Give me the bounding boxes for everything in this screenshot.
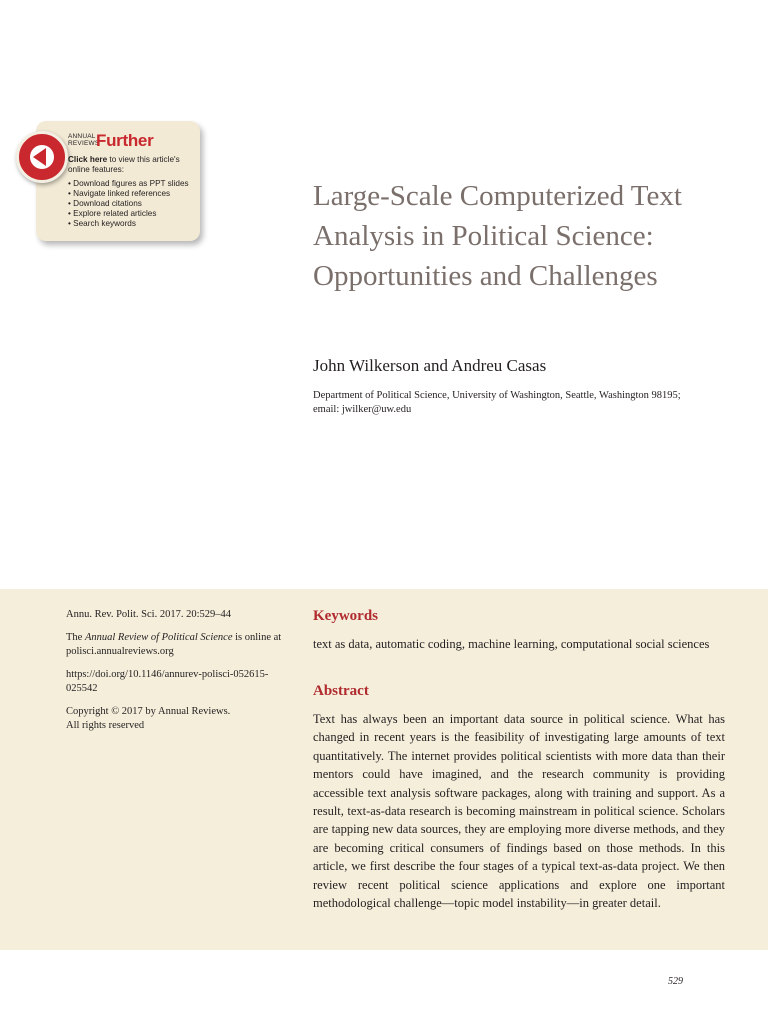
online-availability (66, 631, 284, 659)
feature-download-citations[interactable]: • Download citations (68, 199, 189, 209)
publication-info-sidebar (66, 608, 284, 742)
journal-name: Annual Review of Political Science (84, 632, 233, 643)
annual-reviews-logo (68, 133, 99, 147)
click-here-rest: to view this article's online features: (68, 155, 180, 174)
doi-link[interactable]: https://doi.org/10.1146/annurev-polisci-052615-025542 (66, 669, 269, 694)
page-number: 529 (668, 976, 683, 987)
copyright-line: Copyright © 2017 by Annual Reviews. (66, 706, 231, 717)
online-pre: The (66, 632, 85, 643)
abstract-text: Text has always been an important data source in political science. What has changed in recent years is the feasibility of investigating large amounts of text quantitatively. The internet provides political scientists with more data than their mentors could have imagined, and the research community is providing accessible text analysis software packages, along with training and support. As a result, text-as-data research is becoming mainstream in political science. Scholars are tapping new data sources, they are employing more diverse methods, and they are becoming critical consumers of findings based on those methods. In this article, we first describe the four stages of a typical text-as-data project. We then review recent political science applications and explore one important methodological challenge—topic model instability—in greater detail. (313, 712, 725, 911)
click-here-text[interactable] (68, 155, 194, 175)
online-post[interactable]: is online at polisci.annualreviews.org (66, 632, 282, 657)
copyright-notice (66, 705, 284, 733)
feature-search-keywords[interactable]: • Search keywords (68, 219, 189, 229)
logo-line-annual: ANNUAL (68, 133, 96, 140)
article-authors: John Wilkerson and Andreu Casas (313, 356, 547, 375)
keywords-text: text as data, automatic coding, machine learning, computational social sciences (313, 637, 710, 651)
affiliation-line: Department of Political Science, University of Washington, Seattle, Washington 98195; (313, 390, 681, 401)
journal-citation: Annu. Rev. Polit. Sci. 2017. 20:529–44 (66, 609, 231, 620)
abstract-heading: Abstract (313, 683, 369, 699)
further-features-list (68, 179, 189, 229)
feature-related-articles[interactable]: • Explore related articles (68, 209, 189, 219)
author-email[interactable]: email: jwilker@uw.edu (313, 404, 412, 415)
article-title: Large-Scale Computerized Text Analysis in Political Science: Opportunities and Challenges (313, 180, 682, 292)
rights-line: All rights reserved (66, 720, 145, 731)
click-here-link[interactable]: Click here (68, 155, 108, 164)
feature-linked-references[interactable]: • Navigate linked references (68, 189, 189, 199)
keywords-heading: Keywords (313, 608, 378, 624)
feature-download-figures[interactable]: • Download figures as PPT slides (68, 179, 189, 189)
logo-line-reviews: REVIEWS (68, 140, 100, 147)
further-heading: Further (96, 131, 154, 150)
back-arrow-icon[interactable] (16, 131, 68, 183)
author-affiliation (313, 389, 743, 417)
